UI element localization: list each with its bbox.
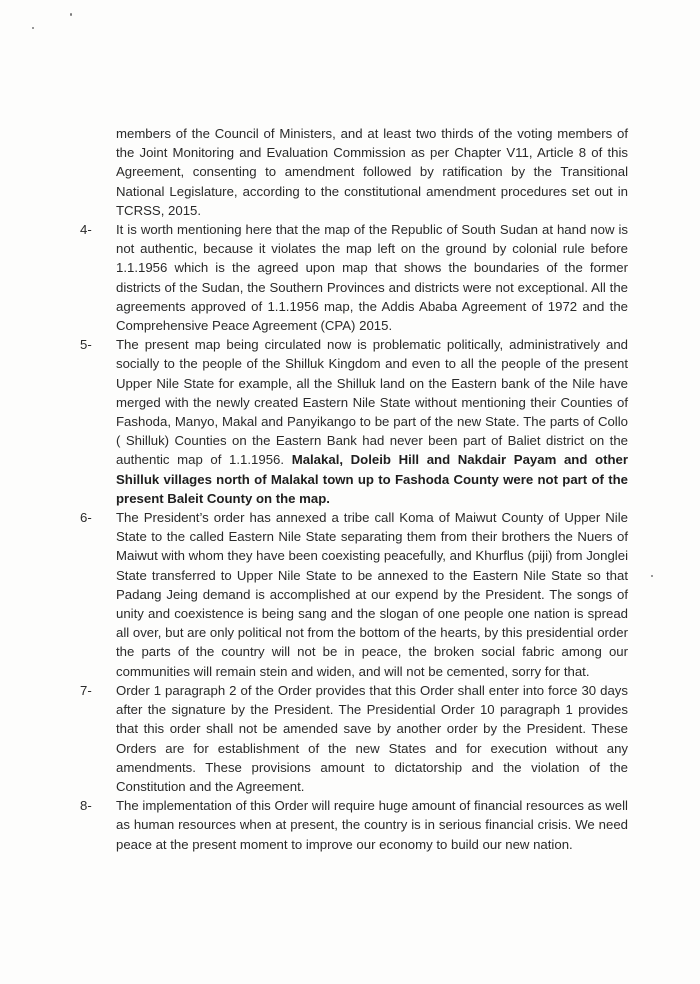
item-text: The implementation of this Order will require huge amount of financial resources as well as human resources when at present, the country is in serious financial crisis. We need peace at the present moment to improve our economy to build our new nation. [116,798,628,852]
item-text: The President’s order has annexed a tribe call Koma of Maiwut County of Upper Nile State to the called Eastern Nile State separating them from their brothers the Nuers of Maiwut with whom they have been coexisting peacefully, and Khurflus (piji) from Jonglei State transferred to Upper Nile State to be annexed to the Eastern Nile State so that Padang Jeing demand is accomplished at our expend by the President. The songs of unity and coexistence is being sang and the slogan of one people one nation is spread all over, but are only political not from the bottom of the hearts, by this presidential order the parts of the country will not be in peace, the broken social fabric among our communities will remain stein and widen, and will not be cemented, sorry for that. [116,510,628,679]
scan-speck [32,27,34,29]
list-item-5 [80,335,628,508]
list-item-6 [80,508,628,681]
item-number: 7- [80,682,92,698]
intro-continuation-paragraph: members of the Council of Ministers, and at least two thirds of the voting members of the Joint Monitoring and Evaluation Commission as per Chapter V11, Article 8 of this Agreement, consenting to amendment followed by ratification by the Transitional National Legislature, according to the constitutional amendment procedures set out in TCRSS, 2015. [116,126,628,218]
item-text: The present map being circulated now is problematic politically, administratively and socially to the people of the Shilluk Kingdom and even to all the people of the present Upper Nile State for example, all the Shilluk land on the Eastern bank of the Nile have merged with the newly created Eastern Nile State without mentioning their Counties of Fashoda, Manyo, Makal and Panyikango to be part of the new State. The parts of Collo ( Shilluk) Counties on the Eastern Bank had never been part of Baliet district on the authentic map of 1.1.1956. [116,337,628,468]
list-item-4 [80,220,628,335]
item-text: Order 1 paragraph 2 of the Order provides that this Order shall enter into force 30 days after the signature by the President. The Presidential Order 10 paragraph 1 provides that this order shall not be amended save by another order by the President. These Orders are for establishment of the new States and for execution without any amendments. These provisions amount to dictatorship and the violation of the Constitution and the Agreement. [116,682,628,794]
item-bold-text: Malakal, Doleib Hill and Nakdair Payam and other Shilluk villages north of Malakal town up to Fashoda County were not part of the present Baleit County on the map. [116,452,628,506]
scan-speck [651,575,653,577]
item-number: 8- [80,798,92,814]
item-number: 4- [80,222,92,238]
item-number: 5- [80,337,92,353]
list-item-7 [80,681,628,796]
scan-speck [70,13,72,16]
list-item-8 [80,796,628,854]
item-text: It is worth mentioning here that the map of the Republic of South Sudan at hand now is not authentic, because it violates the map left on the ground by colonial rule before 1.1.1956 which is the agreed upon map that shows the boundaries of the former districts of the Sudan, the Southern Provinces and districts were not exceptional. All the agreements approved of 1.1.1956 map, the Addis Ababa Agreement of 1972 and the Comprehensive Peace Agreement (CPA) 2015. [116,222,628,334]
document-body [80,124,628,854]
item-number: 6- [80,510,92,526]
